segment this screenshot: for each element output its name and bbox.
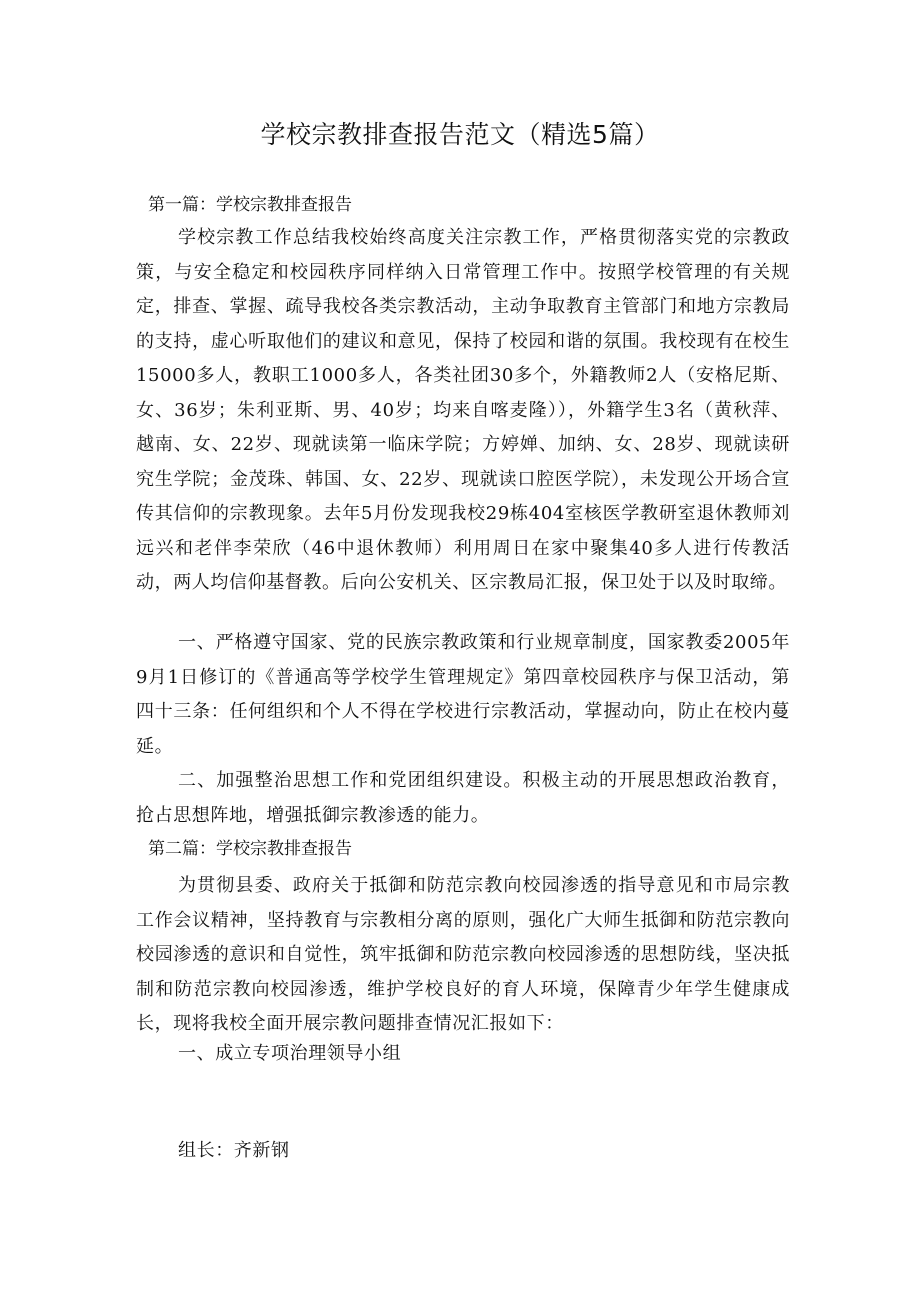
section-2-leader: 组长：齐新钢 xyxy=(178,1140,290,1161)
section-2-item-1: 一、成立专项治理领导小组 xyxy=(178,1043,402,1064)
section-1-heading: 第一篇：学校宗教排查报告 xyxy=(148,195,352,215)
section-2-paragraph-1: 为贯彻县委、政府关于抵御和防范宗教向校园渗透的指导意见和市局宗教工作会议精神，坚持教育与宗教相分离的原则，强化广大师生抵御和防范宗教向校园渗透的意识和自觉性，筑牢抵御和防范宗教向校园渗透的思想防线，坚决抵制和防范宗教向校园渗透，维护学校良好的育人环境，保障青少年学生健康成长，现将我校全面开展宗教问题排查情况汇报如下： xyxy=(136,875,790,1034)
document-title: 学校宗教排查报告范文（精选5篇） xyxy=(260,120,660,149)
section-1-paragraph-3: 二、加强整治思想工作和党团组织建设。积极主动的开展思想政治教育，抢占思想阵地，增强抵御宗教渗透的能力。 xyxy=(136,770,790,826)
section-1-paragraph-2: 一、严格遵守国家、党的民族宗教政策和行业规章制度，国家教委2005年9月1日修订的《普通高等学校学生管理规定》第四章校园秩序与保卫活动，第四十三条：任何组织和个人不得在学校进行宗教活动，掌握动向，防止在校内蔓延。 xyxy=(136,632,790,757)
section-2-heading: 第二篇：学校宗教排查报告 xyxy=(148,839,352,859)
section-1-paragraph-1: 学校宗教工作总结我校始终高度关注宗教工作，严格贯彻落实党的宗教政策，与安全稳定和校园秩序同样纳入日常管理工作中。按照学校管理的有关规定，排查、掌握、疏导我校各类宗教活动，主动争取教育主管部门和地方宗教局的支持，虚心听取他们的建议和意见，保持了校园和谐的氛围。我校现有在校生15000多人，教职工1000多人，各类社团30多个，外籍教师2人（安格尼斯、女、36岁；朱利亚斯、男、40岁；均来自喀麦隆）），外籍学生3名（黄秋萍、越南、女、22岁、现就读第一临床学院；方婷婵、加纳、女、28岁、现就读研究生学院；金茂珠、韩国、女、22岁、现就读口腔医学院），未发现公开场合宣传其信仰的宗教现象。去年5月份发现我校29栋404室核医学教研室退休教师刘远兴和老伴李荣欣（46中退休教师）利用周日在家中聚集40多人进行传教活动，两人均信仰基督教。后向公安机关、区宗教局汇报，保卫处于以及时取缔。 xyxy=(136,227,790,593)
